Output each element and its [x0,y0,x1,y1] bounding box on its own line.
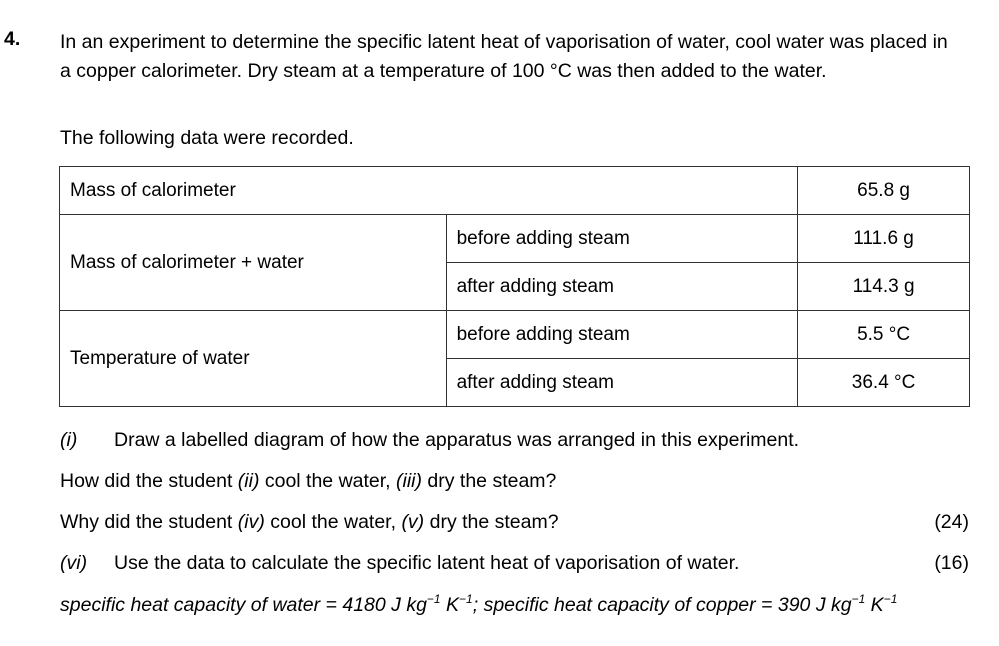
part-v-label: (v) [401,511,425,533]
why-prefix: Why did the student [60,511,238,533]
temperature-label: Temperature of water [60,311,447,407]
part-v-text: dry the steam? [424,511,559,533]
mass-before-label: before adding steam [446,215,798,263]
part-iii-label: (iii) [396,470,422,492]
part-iv-label: (iv) [237,511,265,533]
part-vi [60,552,739,575]
part-iv-text: cool the water, [264,511,402,533]
part-vi-text: Use the data to calculate the specific latent heat of vaporisation of water. [114,552,740,574]
table-lead-text: The following data were recorded. [60,127,354,149]
temp-after-label: after adding steam [446,359,798,407]
table-row [60,311,970,359]
part-ii-label: (ii) [237,470,260,492]
part-ii-iii [60,470,556,493]
question-intro: In an experiment to determine the specific latent heat of vaporisation of water, cool water was placed in a copper calorimeter. Dry steam at a temperature of 100 °C was then added to the water. [60,31,948,82]
table-row [60,215,970,263]
temp-before-value: 5.5 °C [798,311,970,359]
data-table [59,166,970,407]
exponent: −1 [459,592,473,606]
mass-before-value: 111.6 g [798,215,970,263]
unit-k: K [440,594,460,616]
temp-after-value: 36.4 °C [798,359,970,407]
exponent: −1 [426,592,441,606]
part-iv-v [60,511,559,534]
mass-after-value: 114.3 g [798,263,970,311]
mass-calorimeter-label: Mass of calorimeter [60,167,798,215]
marks-24: (24) [934,511,969,533]
mass-after-label: after adding steam [446,263,798,311]
part-i-label: (i) [60,429,78,451]
water-shc: specific heat capacity of water = 4180 J kg [60,594,427,616]
part-vi-label: (vi) [60,552,88,574]
table-row [60,167,970,215]
part-i-text: Draw a labelled diagram of how the apparatus was arranged in this experiment. [114,429,800,451]
part-ii-text: cool the water, [259,470,397,492]
marks-16: (16) [934,552,969,574]
mass-calorimeter-value: 65.8 g [798,167,970,215]
temp-before-label: before adding steam [446,311,798,359]
exponent: −1 [883,592,898,606]
mass-cal-water-label: Mass of calorimeter + water [60,215,447,311]
how-prefix: How did the student [60,470,238,492]
part-iii-text: dry the steam? [422,470,557,492]
constants-line [60,594,897,617]
part-i [60,429,799,452]
exponent: −1 [851,592,866,606]
question-number: 4. [4,28,21,50]
unit-k: K [865,594,884,616]
copper-shc: ; specific heat capacity of copper = 390 J kg [472,594,852,616]
